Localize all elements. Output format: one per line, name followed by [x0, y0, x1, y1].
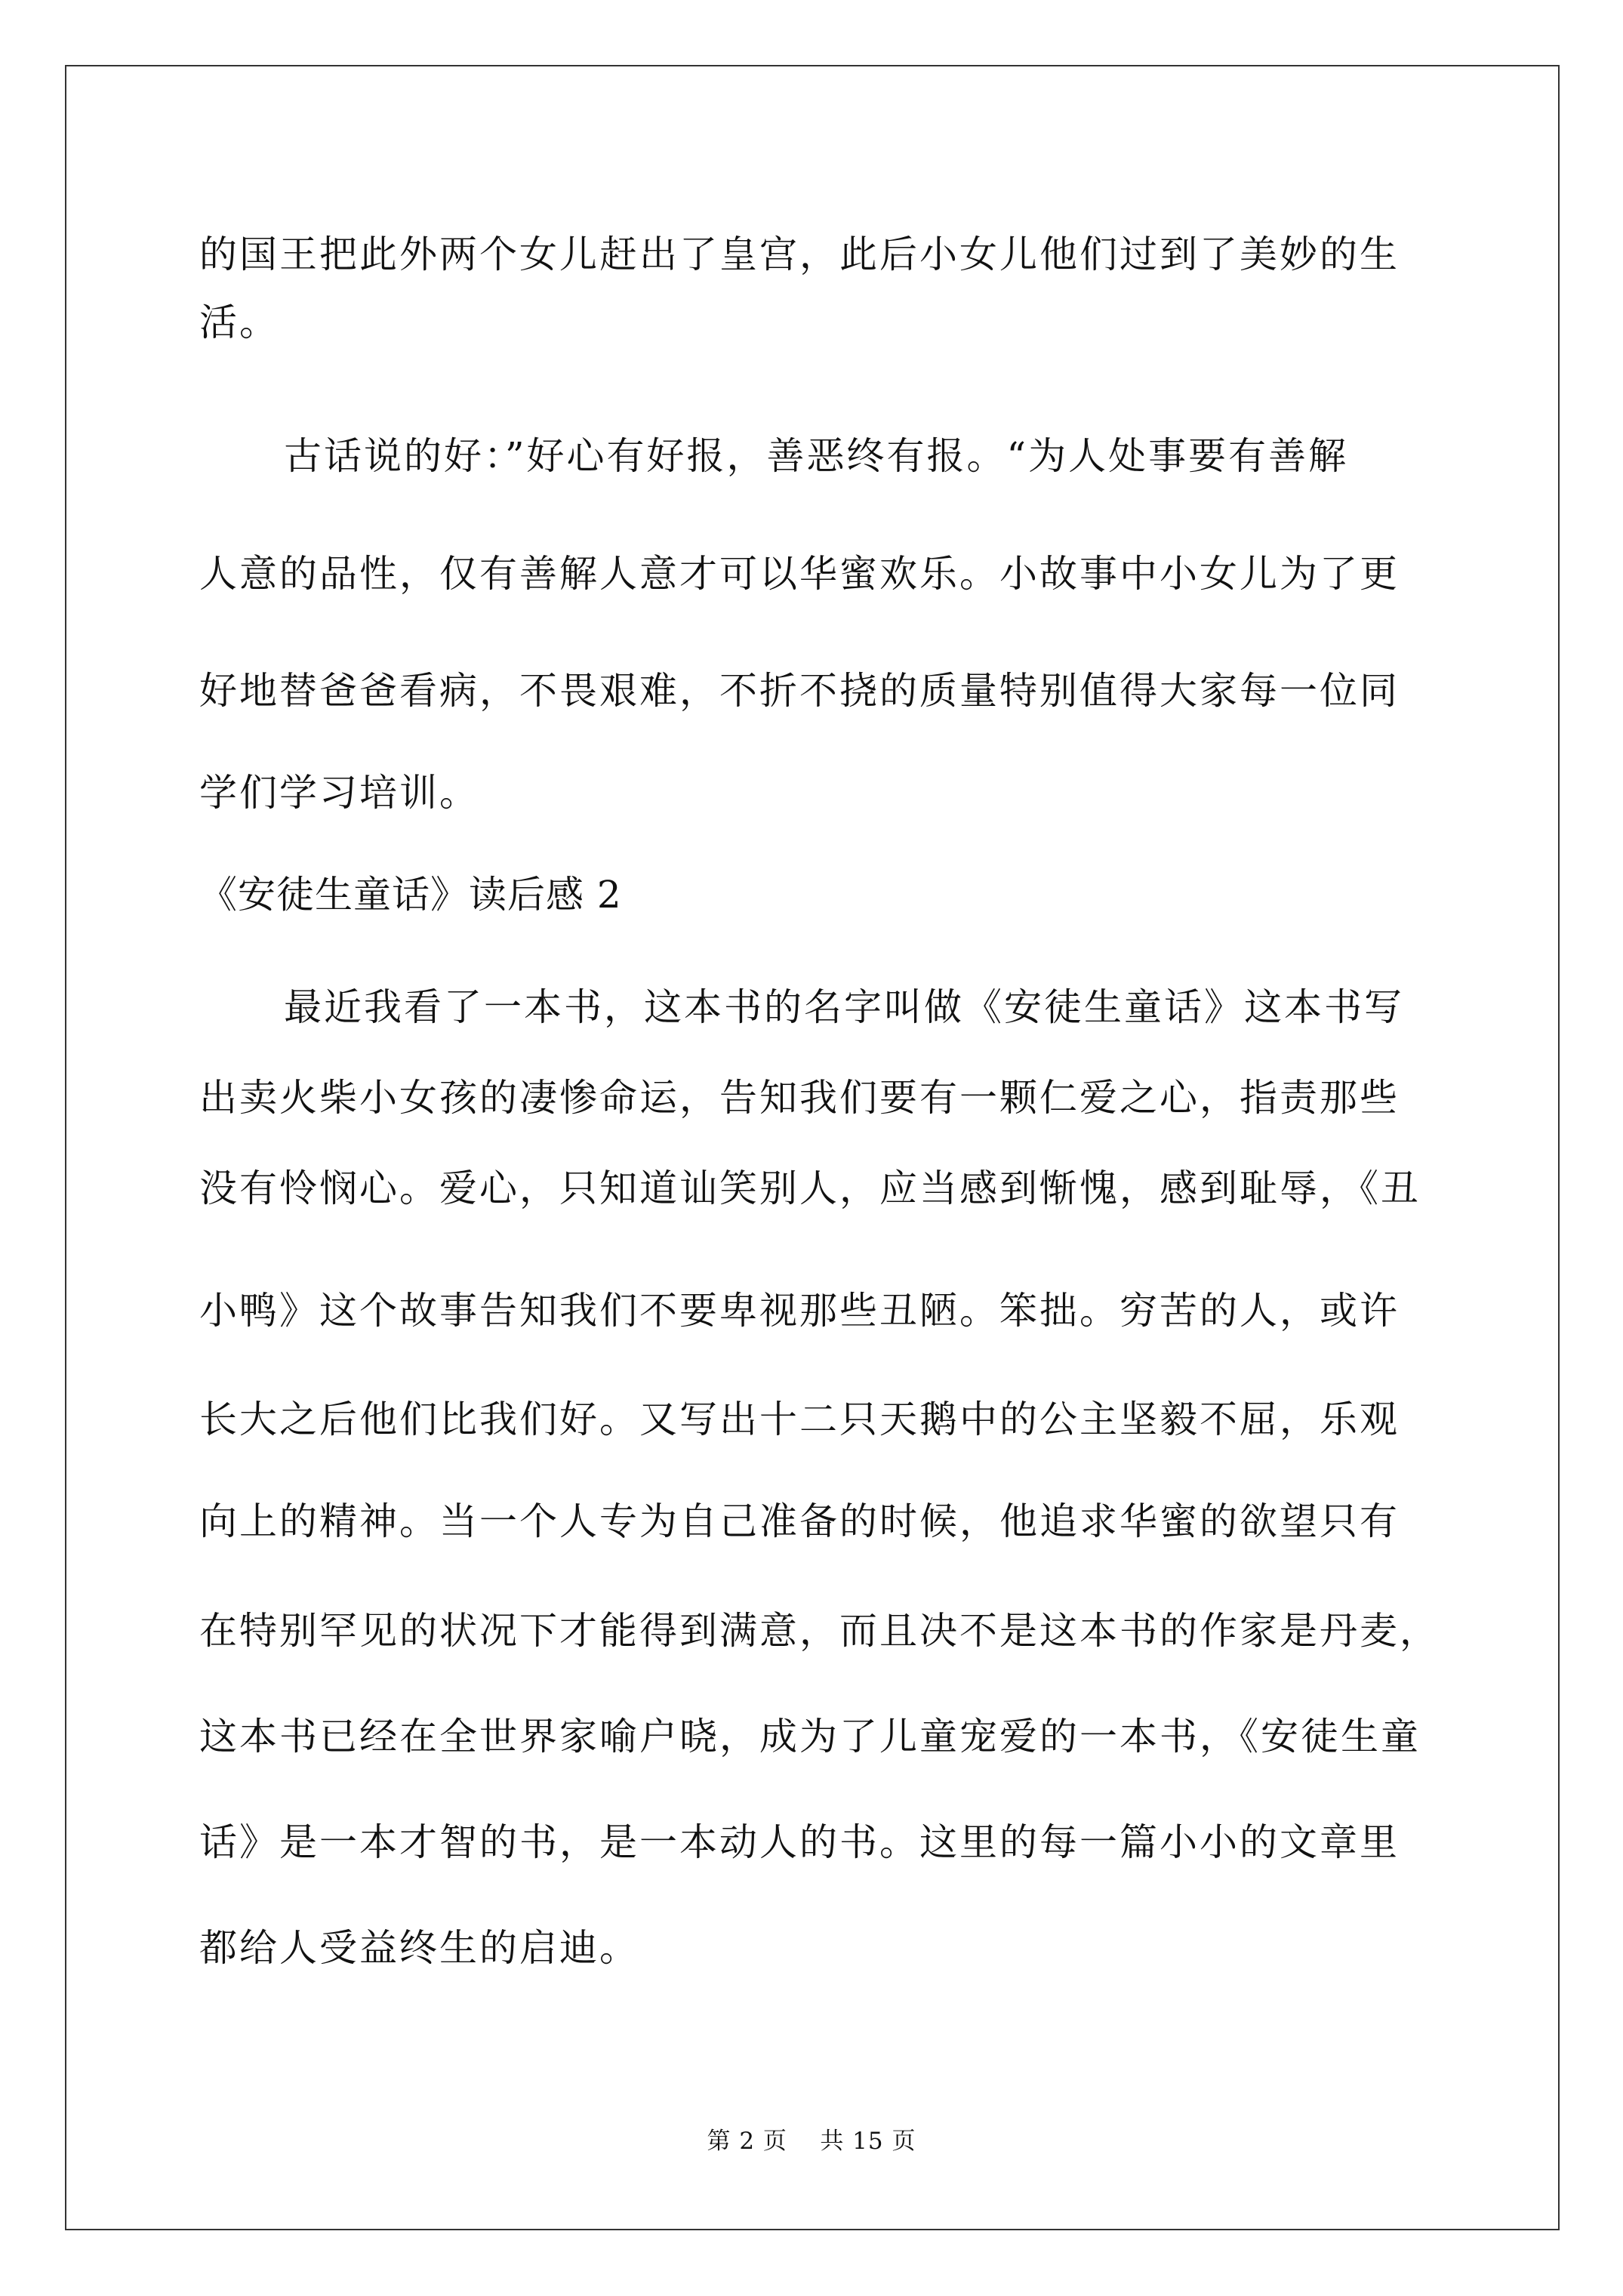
paragraph-line: 这本书已经在全世界家喻户晓，成为了儿童宠爱的一本书，《安徒生童	[199, 1715, 1421, 1758]
paragraph-line: 话》是一本才智的书，是一本动人的书。这里的每一篇小小的文章里	[199, 1820, 1400, 1864]
page-border	[65, 65, 1560, 2230]
paragraph-line: 古话说的好：”好心有好报，善恶终有报。“为人处事要有善解	[284, 434, 1349, 478]
paragraph-line: 都给人受益终生的启迪。	[199, 1926, 639, 1970]
paragraph-line: 人意的品性，仅有善解人意才可以华蜜欢乐。小故事中小女儿为了更	[199, 552, 1400, 596]
page-number: 第 2 页 共 15 页	[707, 2128, 916, 2155]
section-heading: 《安徒生童话》读后感 2	[199, 873, 622, 917]
paragraph-line: 活。	[199, 300, 279, 344]
paragraph-line: 最近我看了一本书，这本书的名字叫做《安徒生童话》这本书写	[284, 985, 1404, 1029]
paragraph-line: 好地替爸爸看病，不畏艰难，不折不挠的质量特别值得大家每一位同	[199, 669, 1400, 713]
paragraph-line: 的国王把此外两个女儿赶出了皇宫，此后小女儿他们过到了美妙的生	[199, 233, 1400, 276]
paragraph-line: 在特别罕见的状况下才能得到满意，而且决不是这本书的作家是丹麦，	[199, 1609, 1440, 1653]
paragraph-line: 出卖火柴小女孩的凄惨命运，告知我们要有一颗仁爱之心，指责那些	[199, 1076, 1400, 1120]
paragraph-line: 小鸭》这个故事告知我们不要卑视那些丑陋。笨拙。穷苦的人，或许	[199, 1289, 1400, 1333]
paragraph-line: 学们学习培训。	[199, 771, 479, 815]
paragraph-line: 没有怜悯心。爱心，只知道讪笑别人，应当感到惭愧，感到耻辱，《丑	[199, 1166, 1421, 1210]
paragraph-line: 长大之后他们比我们好。又写出十二只天鹅中的公主坚毅不屈，乐观	[199, 1398, 1400, 1441]
paragraph-line: 向上的精神。当一个人专为自己准备的时候，他追求华蜜的欲望只有	[199, 1499, 1400, 1543]
